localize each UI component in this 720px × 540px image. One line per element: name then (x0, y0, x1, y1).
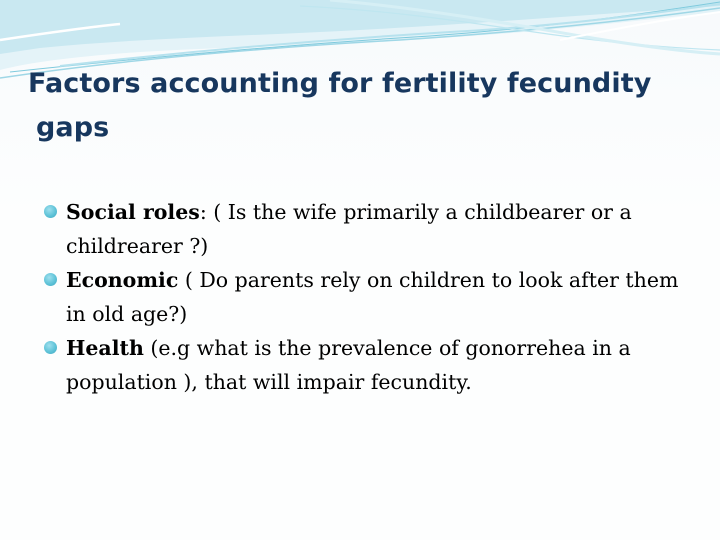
bullet-list (44, 195, 684, 399)
slide-title-line1: Factors accounting for fertility fecundity (28, 68, 652, 99)
bullet-item-social-roles (44, 195, 684, 263)
slide-title (28, 62, 668, 150)
bullet-dot-icon (44, 273, 57, 286)
bullet-term: Economic (66, 268, 179, 292)
bullet-dot-icon (44, 205, 57, 218)
bullet-dot-icon (44, 341, 57, 354)
bullet-term: Social roles (66, 200, 200, 224)
slide-title-line2: gaps (36, 112, 110, 143)
bullet-text: ( Do parents rely on children to look after them in old age?) (66, 268, 679, 326)
bullet-item-health (44, 331, 684, 399)
bullet-term: Health (66, 336, 144, 360)
bullet-text: : ( Is the wife primarily a childbearer or a childrearer ?) (66, 200, 632, 258)
bullet-text: (e.g what is the prevalence of gonorrehea in a population ), that will impair fecundity. (66, 336, 631, 394)
bullet-item-economic (44, 263, 684, 331)
